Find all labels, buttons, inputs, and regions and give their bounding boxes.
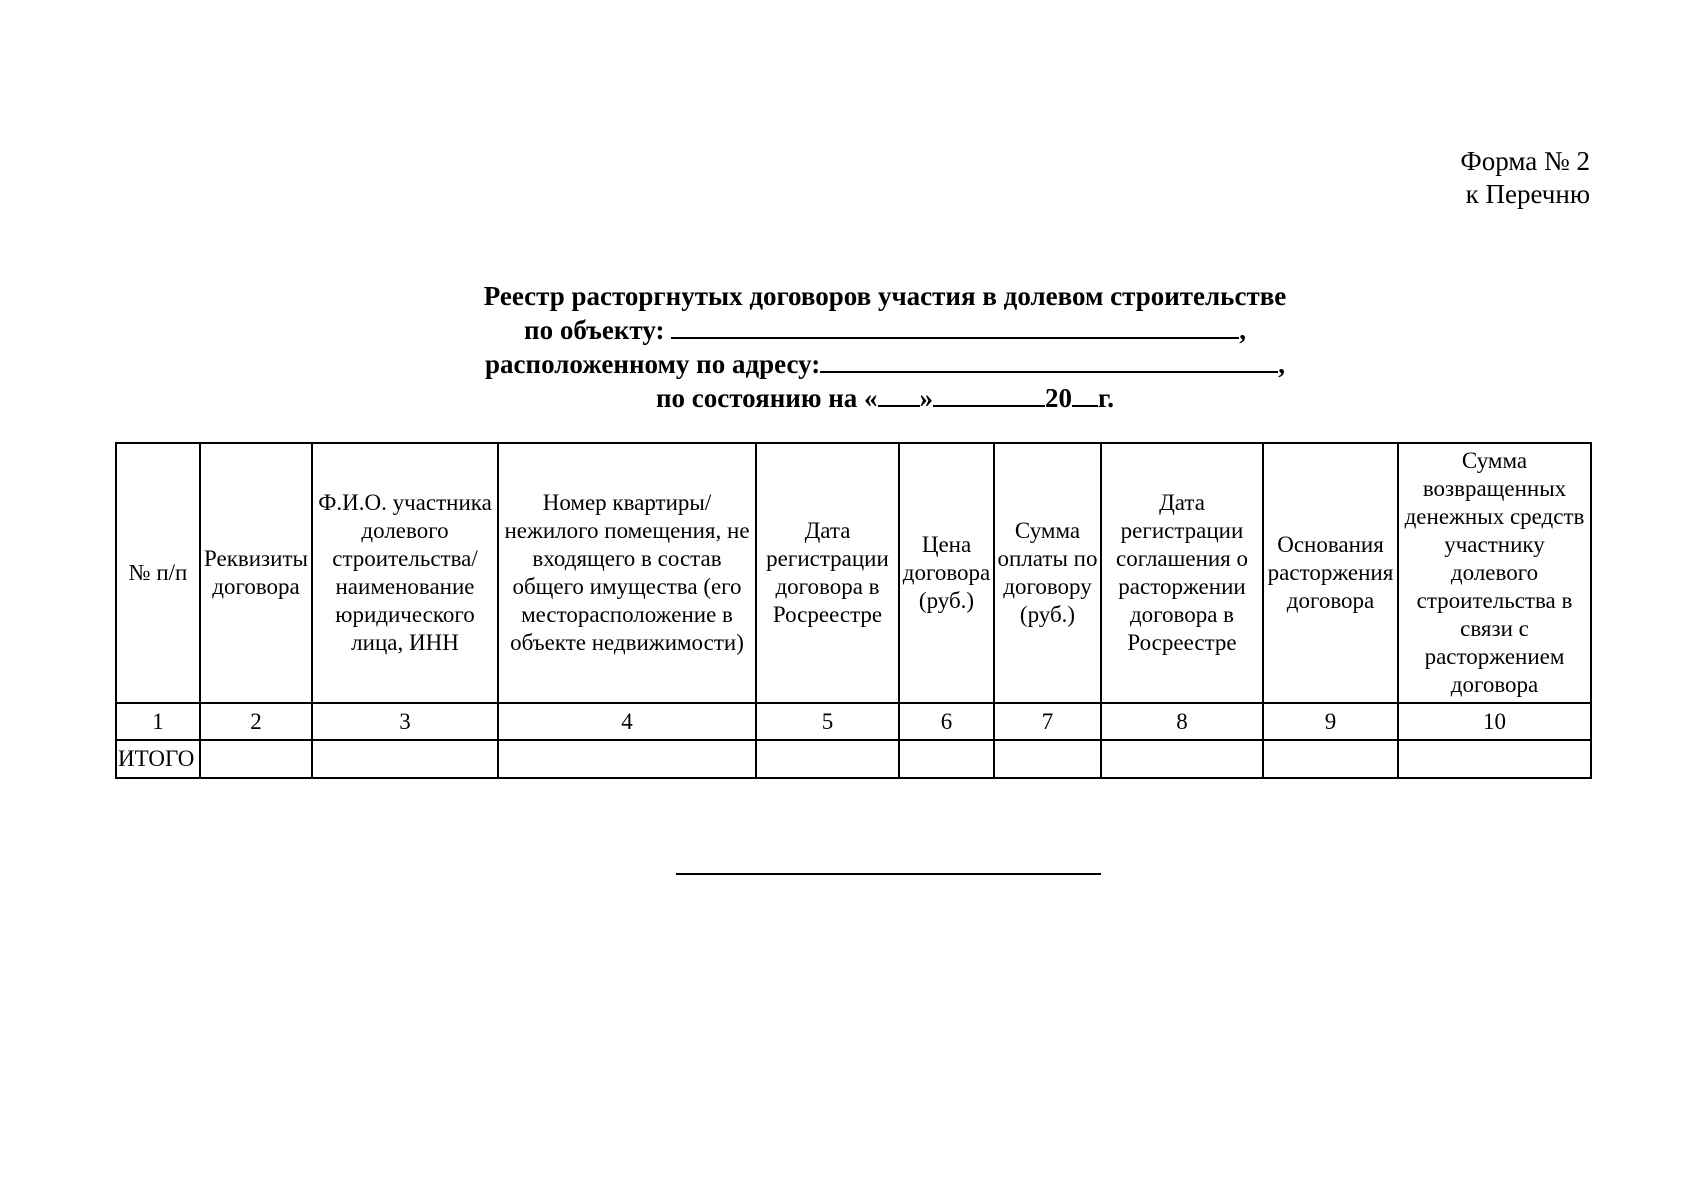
object-comma: , xyxy=(1239,315,1246,345)
total-empty-cell[interactable] xyxy=(1101,740,1263,778)
header-cell: Дата регистрации договора в Росреестре xyxy=(756,443,899,703)
signature-line[interactable] xyxy=(676,873,1101,875)
object-label: по объекту: xyxy=(524,315,672,345)
column-number-cell: 5 xyxy=(756,703,899,740)
object-blank-field[interactable] xyxy=(671,313,1239,339)
total-empty-cell[interactable] xyxy=(1263,740,1398,778)
column-number-cell: 9 xyxy=(1263,703,1398,740)
header-cell: № п/п xyxy=(116,443,200,703)
registry-table xyxy=(115,442,1592,779)
title-line-address xyxy=(0,347,1697,381)
day-blank-field[interactable] xyxy=(878,381,920,407)
total-empty-cell[interactable] xyxy=(200,740,312,778)
header-cell: Сумма возвращенных денежных средств участнику долевого строительства в связи с расторжением договора xyxy=(1398,443,1591,703)
title-line-date xyxy=(0,381,1697,415)
year-blank-field[interactable] xyxy=(1072,381,1098,407)
total-empty-cell[interactable] xyxy=(1398,740,1591,778)
form-annex-label: к Перечню xyxy=(1465,179,1590,209)
title-line-object xyxy=(0,313,1697,347)
header-cell: Дата регистрации соглашения о расторжении договора в Росреестре xyxy=(1101,443,1263,703)
date-label: по состоянию на « xyxy=(655,383,878,413)
column-number-cell: 8 xyxy=(1101,703,1263,740)
address-blank-field[interactable] xyxy=(820,347,1278,373)
total-empty-cell[interactable] xyxy=(994,740,1101,778)
month-blank-field[interactable] xyxy=(933,381,1045,407)
header-cell: Основания расторжения договора xyxy=(1263,443,1398,703)
column-number-cell: 2 xyxy=(200,703,312,740)
title-line-registry: Реестр расторгнутых договоров участия в долевом строительстве xyxy=(483,281,1287,311)
column-number-cell: 4 xyxy=(498,703,756,740)
form-number: Форма № 2 xyxy=(1460,146,1590,176)
year-prefix: 20 xyxy=(1045,383,1073,413)
address-comma: , xyxy=(1278,349,1285,379)
total-empty-cell[interactable] xyxy=(899,740,994,778)
total-empty-cell[interactable] xyxy=(498,740,756,778)
column-number-row xyxy=(116,703,1591,740)
header-cell: Цена договора (руб.) xyxy=(899,443,994,703)
header-cell: Сумма оплаты по договору (руб.) xyxy=(994,443,1101,703)
column-number-cell: 6 xyxy=(899,703,994,740)
total-label: ИТОГО xyxy=(116,740,200,778)
total-empty-cell[interactable] xyxy=(312,740,498,778)
form-reference xyxy=(1460,145,1590,211)
column-number-cell: 1 xyxy=(116,703,200,740)
column-number-cell: 10 xyxy=(1398,703,1591,740)
document-title xyxy=(0,280,1697,415)
header-cell: Номер квартиры/ нежилого помещения, не входящего в состав общего имущества (его месторасположение в объекте недвижимости) xyxy=(498,443,756,703)
date-quote-close: » xyxy=(919,383,934,413)
address-label: расположенному по адресу: xyxy=(485,349,821,379)
header-row xyxy=(116,443,1591,703)
year-suffix: г. xyxy=(1098,383,1115,413)
header-cell: Реквизиты договора xyxy=(200,443,312,703)
column-number-cell: 7 xyxy=(994,703,1101,740)
header-cell: Ф.И.О. участника долевого строительства/ наименование юридического лица, ИНН xyxy=(312,443,498,703)
total-empty-cell[interactable] xyxy=(756,740,899,778)
column-number-cell: 3 xyxy=(312,703,498,740)
total-row xyxy=(116,740,1591,778)
